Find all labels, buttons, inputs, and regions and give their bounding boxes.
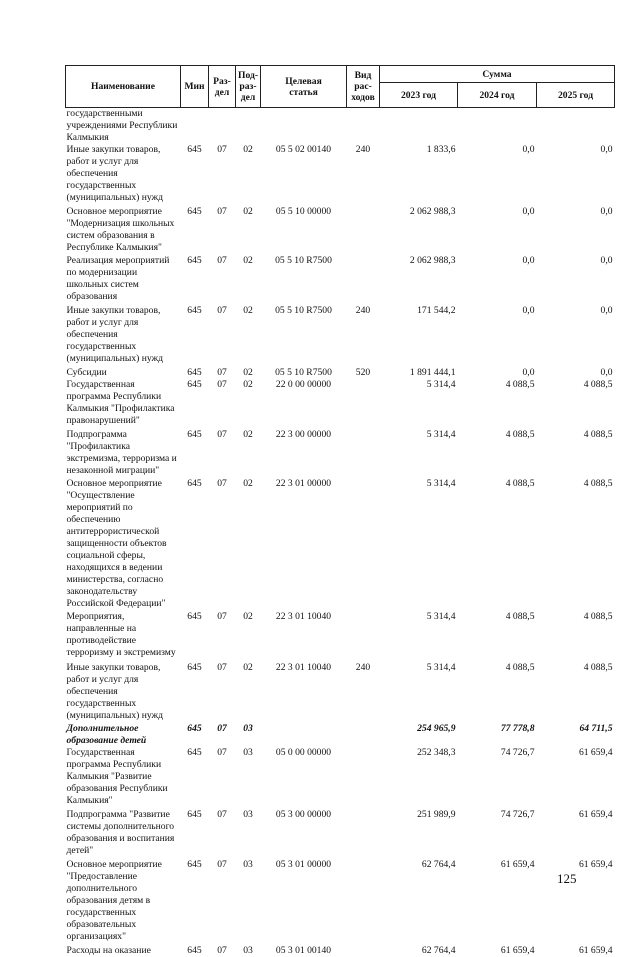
- row-name: Подпрограмма "Развитие системы дополнительного образования и воспитания детей": [66, 809, 181, 859]
- row-ministry: 645: [181, 206, 209, 255]
- header-target-article: Целевая статья: [261, 66, 347, 108]
- row-section: 07: [209, 206, 236, 255]
- row-sum-2025: 0,0: [537, 206, 615, 255]
- row-expense-type: 520: [347, 367, 380, 379]
- row-subsection: 02: [236, 305, 261, 367]
- row-target-article: 22 3 00 00000: [261, 429, 347, 478]
- row-sum-2023: 5 314,4: [380, 478, 458, 611]
- row-subsection: 02: [236, 255, 261, 305]
- table-row: [66, 206, 615, 255]
- row-section: 07: [209, 662, 236, 723]
- table-row: [66, 945, 615, 957]
- row-ministry: 645: [181, 747, 209, 809]
- row-section: 07: [209, 255, 236, 305]
- row-sum-2025: 4 088,5: [537, 429, 615, 478]
- row-sum-2024: 0,0: [458, 305, 537, 367]
- row-ministry: 645: [181, 144, 209, 206]
- row-sum-2024: 74 726,7: [458, 747, 537, 809]
- row-subsection: 03: [236, 945, 261, 957]
- row-sum-2023: 2 062 988,3: [380, 255, 458, 305]
- row-section: [209, 108, 236, 145]
- row-ministry: 645: [181, 945, 209, 957]
- table-header: [66, 66, 615, 108]
- table-row: [66, 859, 615, 945]
- row-sum-2025: 61 659,4: [537, 747, 615, 809]
- row-expense-type: [347, 809, 380, 859]
- row-name: Расходы на оказание: [66, 945, 181, 957]
- header-year-2025: 2025 год: [537, 83, 615, 108]
- row-ministry: 645: [181, 723, 209, 747]
- row-section: 07: [209, 379, 236, 429]
- row-section: 07: [209, 144, 236, 206]
- table-row: [66, 108, 615, 145]
- row-expense-type: 240: [347, 144, 380, 206]
- row-name: Основное мероприятие "Предоставление дополнительного образования детям в государственных образовательных организациях": [66, 859, 181, 945]
- table-row: [66, 144, 615, 206]
- row-expense-type: [347, 859, 380, 945]
- table-row: [66, 611, 615, 662]
- table-row: [66, 809, 615, 859]
- row-target-article: 22 3 01 00000: [261, 478, 347, 611]
- header-subsection: Под- раз- дел: [236, 66, 261, 108]
- row-expense-type: [347, 379, 380, 429]
- row-subsection: 02: [236, 144, 261, 206]
- row-target-article: 05 3 01 00000: [261, 859, 347, 945]
- row-expense-type: [347, 478, 380, 611]
- row-section: 07: [209, 429, 236, 478]
- row-expense-type: [347, 108, 380, 145]
- row-sum-2025: 61 659,4: [537, 859, 615, 945]
- row-target-article: 05 5 10 00000: [261, 206, 347, 255]
- row-sum-2023: 251 989,9: [380, 809, 458, 859]
- row-sum-2024: 0,0: [458, 255, 537, 305]
- row-expense-type: [347, 945, 380, 957]
- row-ministry: 645: [181, 478, 209, 611]
- row-expense-type: [347, 611, 380, 662]
- row-section: 07: [209, 478, 236, 611]
- row-sum-2024: 61 659,4: [458, 945, 537, 957]
- row-name: Основное мероприятие "Осуществление мероприятий по обеспечению антитеррористической защищенности объектов социальной сферы, находящихся в ведении министерства, согласно законодательству Российской Федерации": [66, 478, 181, 611]
- table-row: [66, 305, 615, 367]
- row-sum-2025: 64 711,5: [537, 723, 615, 747]
- row-sum-2025: 4 088,5: [537, 611, 615, 662]
- row-sum-2025: 0,0: [537, 144, 615, 206]
- row-sum-2024: 74 726,7: [458, 809, 537, 859]
- table-row: [66, 747, 615, 809]
- row-section: 07: [209, 809, 236, 859]
- row-sum-2023: 171 544,2: [380, 305, 458, 367]
- row-target-article: 05 3 00 00000: [261, 809, 347, 859]
- row-target-article: [261, 108, 347, 145]
- row-sum-2023: [380, 108, 458, 145]
- row-name: Иные закупки товаров, работ и услуг для обеспечения государственных (муниципальных) нужд: [66, 305, 181, 367]
- row-subsection: 03: [236, 747, 261, 809]
- row-sum-2025: 61 659,4: [537, 945, 615, 957]
- row-sum-2025: 61 659,4: [537, 809, 615, 859]
- row-target-article: 22 0 00 00000: [261, 379, 347, 429]
- row-sum-2024: 0,0: [458, 206, 537, 255]
- row-subsection: 03: [236, 859, 261, 945]
- row-ministry: 645: [181, 611, 209, 662]
- row-sum-2023: 252 348,3: [380, 747, 458, 809]
- table-row: [66, 723, 615, 747]
- row-ministry: 645: [181, 429, 209, 478]
- row-target-article: 22 3 01 10040: [261, 611, 347, 662]
- row-sum-2023: 2 062 988,3: [380, 206, 458, 255]
- row-sum-2023: 5 314,4: [380, 429, 458, 478]
- row-subsection: [236, 108, 261, 145]
- row-sum-2025: 0,0: [537, 367, 615, 379]
- row-sum-2025: 4 088,5: [537, 379, 615, 429]
- row-sum-2025: 4 088,5: [537, 662, 615, 723]
- row-sum-2024: [458, 108, 537, 145]
- header-expense-type: Вид рас- ходов: [347, 66, 380, 108]
- row-section: 07: [209, 367, 236, 379]
- row-expense-type: [347, 206, 380, 255]
- row-target-article: 05 5 10 R7500: [261, 367, 347, 379]
- row-section: 07: [209, 945, 236, 957]
- row-ministry: 645: [181, 859, 209, 945]
- row-subsection: 03: [236, 809, 261, 859]
- row-sum-2023: 5 314,4: [380, 662, 458, 723]
- row-sum-2024: 4 088,5: [458, 478, 537, 611]
- page-number: 125: [557, 871, 577, 887]
- row-sum-2023: 5 314,4: [380, 379, 458, 429]
- row-section: 07: [209, 611, 236, 662]
- header-name: Наименование: [66, 66, 181, 108]
- table-row: [66, 662, 615, 723]
- row-target-article: 05 3 01 00140: [261, 945, 347, 957]
- row-name: Мероприятия, направленные на противодействие терроризму и экстремизму: [66, 611, 181, 662]
- row-name: Государственная программа Республики Калмыкия "Развитие образования Республики Калмыкия": [66, 747, 181, 809]
- row-target-article: 05 0 00 00000: [261, 747, 347, 809]
- row-section: 07: [209, 723, 236, 747]
- row-expense-type: 240: [347, 662, 380, 723]
- row-sum-2024: 0,0: [458, 144, 537, 206]
- header-ministry: Мин: [181, 66, 209, 108]
- row-ministry: [181, 108, 209, 145]
- table-row: [66, 379, 615, 429]
- header-sum: Сумма: [380, 66, 615, 83]
- row-sum-2025: 4 088,5: [537, 478, 615, 611]
- row-name: Реализация мероприятий по модернизации школьных систем образования: [66, 255, 181, 305]
- row-section: 07: [209, 747, 236, 809]
- row-target-article: [261, 723, 347, 747]
- row-target-article: 22 3 01 10040: [261, 662, 347, 723]
- header-year-2023: 2023 год: [380, 83, 458, 108]
- row-ministry: 645: [181, 662, 209, 723]
- table-row: [66, 478, 615, 611]
- row-target-article: 05 5 02 00140: [261, 144, 347, 206]
- row-ministry: 645: [181, 305, 209, 367]
- table-row: [66, 367, 615, 379]
- table-row: [66, 429, 615, 478]
- row-ministry: 645: [181, 367, 209, 379]
- row-expense-type: [347, 429, 380, 478]
- row-sum-2024: 4 088,5: [458, 611, 537, 662]
- row-name: Субсидии: [66, 367, 181, 379]
- row-section: 07: [209, 305, 236, 367]
- row-sum-2025: 0,0: [537, 255, 615, 305]
- row-subsection: 02: [236, 662, 261, 723]
- row-sum-2024: 77 778,8: [458, 723, 537, 747]
- budget-table: [65, 65, 615, 957]
- row-sum-2025: [537, 108, 615, 145]
- row-name: Дополнительное образование детей: [66, 723, 181, 747]
- row-name: Подпрограмма "Профилактика экстремизма, терроризма и незаконной миграции": [66, 429, 181, 478]
- row-sum-2023: 254 965,9: [380, 723, 458, 747]
- row-name: государственными учреждениями Республики Калмыкия: [66, 108, 181, 145]
- row-sum-2023: 1 891 444,1: [380, 367, 458, 379]
- row-name: Государственная программа Республики Калмыкия "Профилактика правонарушений": [66, 379, 181, 429]
- row-sum-2024: 4 088,5: [458, 429, 537, 478]
- row-subsection: 02: [236, 611, 261, 662]
- row-expense-type: [347, 723, 380, 747]
- row-sum-2023: 5 314,4: [380, 611, 458, 662]
- row-target-article: 05 5 10 R7500: [261, 305, 347, 367]
- row-name: Иные закупки товаров, работ и услуг для обеспечения государственных (муниципальных) нужд: [66, 144, 181, 206]
- row-ministry: 645: [181, 379, 209, 429]
- row-sum-2025: 0,0: [537, 305, 615, 367]
- row-subsection: 02: [236, 429, 261, 478]
- row-name: Иные закупки товаров, работ и услуг для обеспечения государственных (муниципальных) нужд: [66, 662, 181, 723]
- row-sum-2024: 61 659,4: [458, 859, 537, 945]
- row-subsection: 02: [236, 379, 261, 429]
- row-sum-2023: 62 764,4: [380, 945, 458, 957]
- header-section: Раз- дел: [209, 66, 236, 108]
- header-year-2024: 2024 год: [458, 83, 537, 108]
- row-expense-type: 240: [347, 305, 380, 367]
- row-target-article: 05 5 10 R7500: [261, 255, 347, 305]
- row-sum-2023: 1 833,6: [380, 144, 458, 206]
- row-subsection: 03: [236, 723, 261, 747]
- row-subsection: 02: [236, 206, 261, 255]
- row-sum-2023: 62 764,4: [380, 859, 458, 945]
- row-sum-2024: 4 088,5: [458, 379, 537, 429]
- row-sum-2024: 4 088,5: [458, 662, 537, 723]
- row-ministry: 645: [181, 255, 209, 305]
- row-expense-type: [347, 747, 380, 809]
- row-subsection: 02: [236, 367, 261, 379]
- row-name: Основное мероприятие "Модернизация школьных систем образования в Республике Калмыкия": [66, 206, 181, 255]
- row-section: 07: [209, 859, 236, 945]
- row-ministry: 645: [181, 809, 209, 859]
- table-row: [66, 255, 615, 305]
- row-subsection: 02: [236, 478, 261, 611]
- row-expense-type: [347, 255, 380, 305]
- row-sum-2024: 0,0: [458, 367, 537, 379]
- table-body: [66, 108, 615, 957]
